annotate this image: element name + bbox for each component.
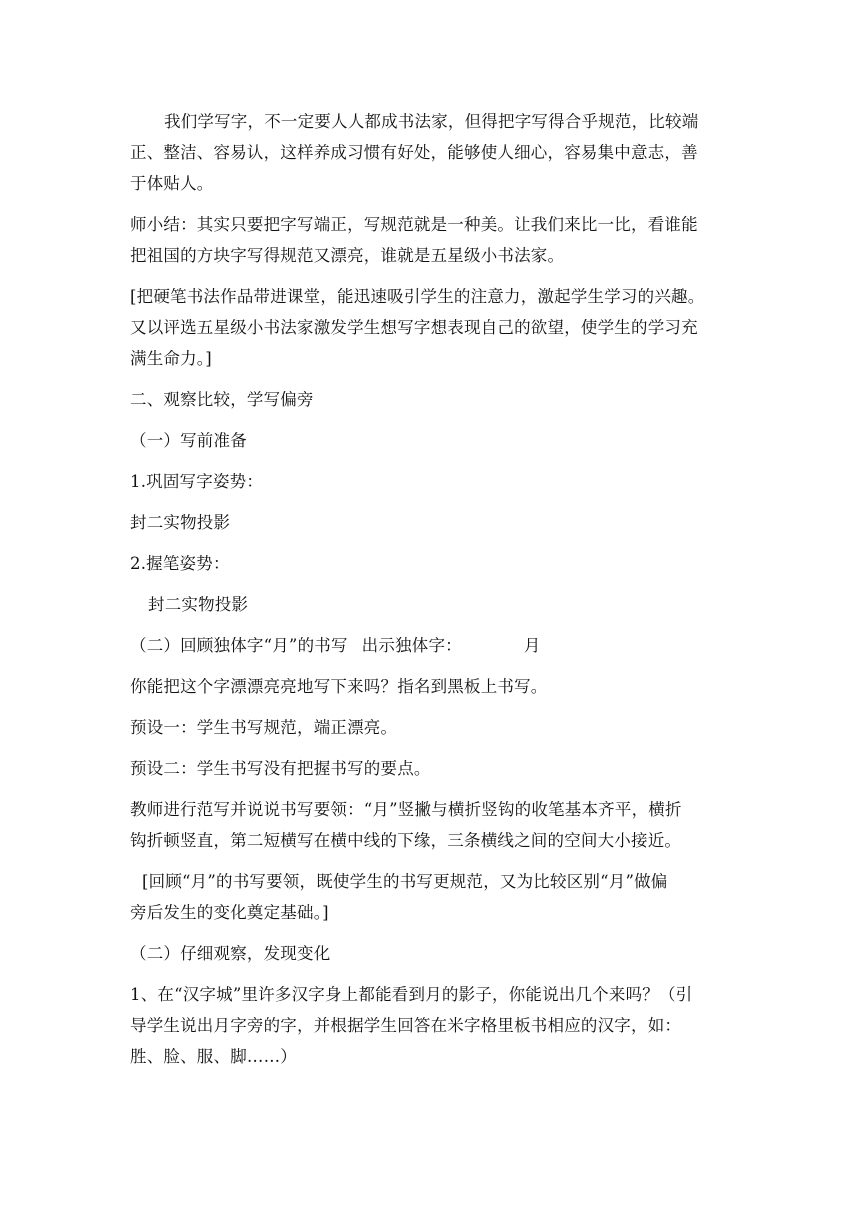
section-heading: 二、观察比较，学写偏旁 xyxy=(130,390,314,409)
paragraph-line: 导学生说出月字旁的字，并根据学生回答在米字格里板书相应的汉字，如： xyxy=(130,1016,682,1035)
list-item: 2.握笔姿势： xyxy=(130,554,230,573)
paragraph-line: 我们学写字，不一定要人人都成书法家，但得把字写得合乎规范，比较端 xyxy=(164,112,699,131)
paragraph-line: 正、整洁、容易认，这样养成习惯有好处，能够使人细心，容易集中意志，善 xyxy=(130,143,698,162)
question-line: 你能把这个字漂漂亮亮地写下来吗？指名到黑板上书写。 xyxy=(130,677,548,696)
paragraph-line: [把硬笔书法作品带进课堂，能迅速吸引学生的注意力，激起学生学习的兴趣。 xyxy=(130,287,705,306)
paragraph-line: 满生命力。] xyxy=(130,349,212,368)
paragraph-line: 于体贴人。 xyxy=(130,174,214,193)
paragraph-line: 旁后发生的变化奠定基础。] xyxy=(130,903,329,922)
paragraph-line: 把祖国的方块字写得规范又漂亮，谁就是五星级小书法家。 xyxy=(130,246,565,265)
paragraph-line: 钩折顿竖直，第二短横写在横中线的下缘，三条横线之间的空间大小接近。 xyxy=(130,831,682,850)
paragraph-line: [回顾“月”的书写要领，既使学生的书写更规范，又为比较区别“月”做偏 xyxy=(142,872,668,891)
paragraph-line: 1、在“汉字城”里许多汉字身上都能看到月的影子，你能说出几个来吗？（引 xyxy=(130,985,693,1004)
subsection-heading-part: 出示独体字： xyxy=(361,636,462,655)
list-item: 1.巩固写字姿势： xyxy=(130,472,264,491)
document-page xyxy=(130,106,730,1072)
preset-line: 预设一：学生书写规范，端正漂亮。 xyxy=(130,718,398,737)
subsection-heading xyxy=(130,630,730,661)
character-display: 月 xyxy=(523,636,541,655)
subsection-heading-part: （二）回顾独体字“月”的书写 xyxy=(130,636,348,655)
list-item-text: 封二实物投影 xyxy=(148,595,249,614)
paragraph-line: 教师进行范写并说说书写要领：“月”竖撇与横折竖钩的收笔基本齐平，横折 xyxy=(130,800,682,819)
paragraph-line: 胜、脸、服、脚……） xyxy=(130,1047,297,1066)
subsection-heading: （一）写前准备 xyxy=(130,431,247,450)
paragraph-line: 师小结：其实只要把字写端正，写规范就是一种美。让我们来比一比，看谁能 xyxy=(130,215,698,234)
preset-line: 预设二：学生书写没有把握书写的要点。 xyxy=(130,759,431,778)
subsection-heading: （二）仔细观察，发现变化 xyxy=(130,944,331,963)
paragraph-line: 又以评选五星级小书法家激发学生想写字想表现自己的欲望，使学生的学习充 xyxy=(130,318,698,337)
list-item-text: 封二实物投影 xyxy=(130,513,231,532)
